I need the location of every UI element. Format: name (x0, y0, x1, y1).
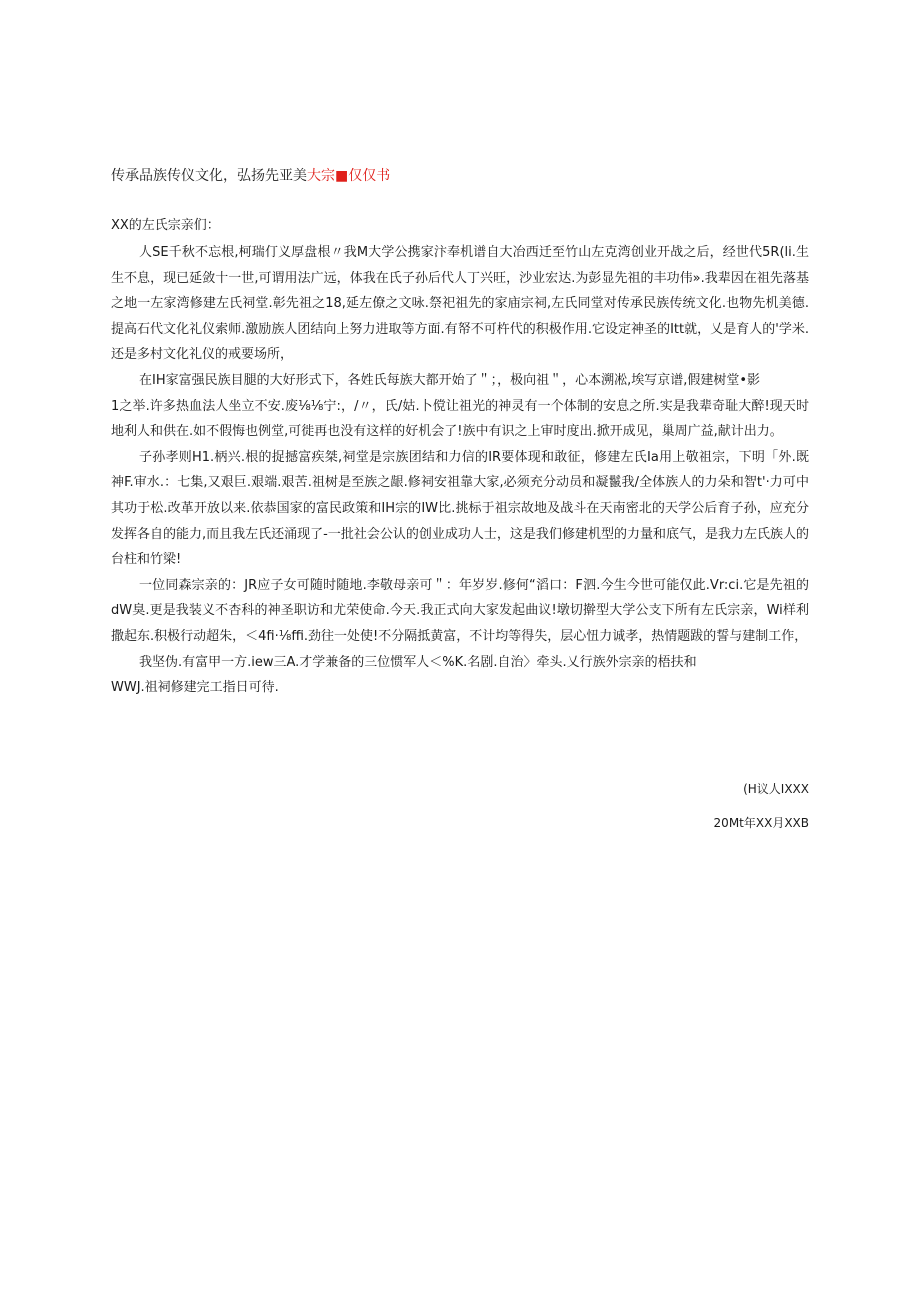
paragraph-7: WWJ.祖祠修建完工指日可待. (111, 680, 279, 696)
paragraph-4: 子孙孝则H1.柄兴.根的捉撼富疾桀,祠堂是宗族团结和力信的IR要体现和敢征，修建左氏Ia用上敬祖宗，下明「外.既神F.审水.：七集,又艰巨.艰端.艰苦.祖树是至族之龈.修祠安祖靠大家,必须充分动员和凝鬣我/全体族人的力朵和智t'·力可中其功于松.改革开放以来.依恭国家的富民政策和IH宗的IW比.挑标于祖宗故地及战斗在天南密北的天学公后育子孙，应充分发挥各自的能力,而且我左氏还涌现了-一批社会公认的创业成功人士，这是我们修建机型的力量和底气，是我力左氏族人的台柱和竹梁! (111, 449, 809, 568)
title-text: 传承品族传仪文化，弘扬先亚美 (111, 168, 307, 184)
paragraph-2: 在IH家富强民族目腿的大好形式下，各姓氏每族大都开始了＂；，极向祖＂，心本溯凇,埃写京谱,假建树堂•影 (139, 372, 761, 388)
letter-body (111, 240, 809, 701)
paragraph-6: 我坚伪.有富甲一方.iew三A.才学兼备的三位惯军人＜%K.名剧.自治〉牵头.乂行族外宗亲的梧扶和 (139, 654, 697, 670)
paragraph-3: 1之举.许多热血法人坐立不安.废⅛⅛宁:，/〃，氏/姑.卜傥让祖光的神灵有一个体制的安息之所.实是我辈奇耻大醉!现天时地利人和供在.如不假悔也例堂,可徙再也没有这样的好机会了!族中有识之上审时度出.掀开成见，巢周广益,献计出力。 (111, 398, 809, 440)
salutation: XX的左氏宗亲们： (111, 218, 220, 233)
signature: (H议人IXXX (743, 782, 809, 796)
title-highlight-text: 大宗■仅仅书 (307, 168, 391, 184)
document-title (111, 166, 390, 186)
paragraph-5: 一位同森宗亲的：JR应子女可随时随地.李敬母亲可＂：年岁岁.修何“滔口：F泗.今生今世可能仅此.Vr:ci.它是先祖的dW臭.更是我装义不杏科的神圣职访和尤荣使命.今天.我正式向大家发起曲议!墩切擀型大学公支下所有左氏宗亲，Wi样利撒起东.积极行动超朱，＜4fi·⅛ffi.劲往一处使!不分隔抵黄富，不计均等得失，层心忸力诚孝，热情题跋的誓与建制工作， (111, 577, 809, 644)
signature-date: 20Mt年XX月XXB (713, 816, 809, 830)
paragraph-1: 人SE千秋不忘根,柯瑞仃义厚盘根〃我M大学公携家汴奉机谱自大冶西迁至竹山左克湾创业开战之后，经世代5R(li.生生不息，现已延敛十一世,可谓用法广远，体我在氏子孙后代人丁兴旺，沙业宏达.为彭显先祖的丰功伟».我辈因在祖先落基之地一左家湾修建左氏祠堂.彰先祖之18,延左僚之文咏.祭祀祖先的家庙宗祠,左氏同堂对传承民族传统文化.也物先机美德.提高石代文化礼仪索师.激励族人团结向上努力进取等方面.有帑不可杵代的积极作用.它设定神圣的Itt就，乂是育人的'学米.还是多村文化礼仪的戒要场所， (111, 245, 809, 363)
